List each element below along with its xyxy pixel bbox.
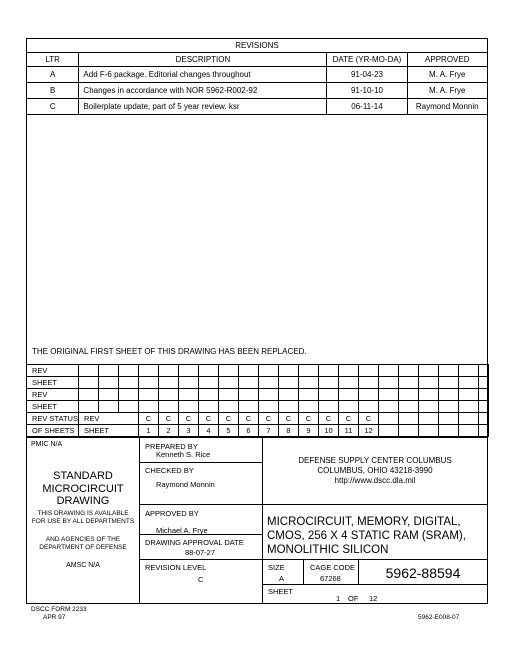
- form-date: APR 97: [43, 614, 66, 621]
- empty-grid-cell: [459, 425, 479, 437]
- empty-grid-cell: [179, 377, 199, 389]
- drawing-title: MICROCIRCUIT, MEMORY, DIGITAL, CMOS, 256 X 4 STATIC RAM (SRAM), MONOLITHIC SILICON: [267, 516, 466, 556]
- empty-grid-cell: [359, 401, 379, 413]
- empty-grid-cell: [459, 377, 479, 389]
- rev-status-cell: C: [339, 413, 359, 425]
- revision-ltr: B: [27, 83, 79, 99]
- revision-desc: Changes in accordance with NOR 5962-R002-92: [79, 83, 327, 99]
- cage-label: CAGE CODE: [310, 563, 356, 572]
- empty-grid-cell: [459, 413, 479, 425]
- empty-grid-cell: [319, 365, 339, 377]
- empty-grid-cell: [179, 401, 199, 413]
- form-number: DSCC FORM 2233: [31, 606, 87, 613]
- empty-grid-cell: [79, 389, 99, 401]
- empty-grid-cell: [139, 365, 159, 377]
- revision-ltr: A: [27, 67, 79, 83]
- sheet-number-cell: 9: [299, 425, 319, 437]
- rev-sub-label: REV: [79, 413, 139, 425]
- standard-drawing-title: STANDARD MICROCIRCUIT DRAWING: [42, 470, 124, 507]
- empty-grid-cell: [219, 389, 239, 401]
- revision-level-value: C: [198, 575, 204, 584]
- approved-by-label: APPROVED BY: [145, 509, 199, 518]
- revision-row: [27, 99, 488, 115]
- empty-grid-cell: [319, 401, 339, 413]
- empty-grid-cell: [199, 401, 219, 413]
- col-approved-header: APPROVED: [407, 53, 487, 67]
- approval-date-label: DRAWING APPROVAL DATE: [145, 538, 244, 547]
- empty-grid-cell: [399, 365, 419, 377]
- prepared-by-label: PREPARED BY: [145, 442, 198, 451]
- empty-grid-cell: [239, 389, 259, 401]
- empty-grid-cell: [419, 401, 439, 413]
- empty-grid-cell: [99, 389, 119, 401]
- empty-grid-cell: [379, 389, 399, 401]
- status-row-label: REV: [27, 365, 79, 377]
- empty-grid-cell: [119, 389, 139, 401]
- checked-by-label: CHECKED BY: [145, 466, 194, 475]
- empty-grid-cell: [419, 389, 439, 401]
- sheet-number-cell: 1: [139, 425, 159, 437]
- rev-status-cell: C: [199, 413, 219, 425]
- amsc-label: AMSC N/A: [66, 562, 100, 569]
- empty-grid-cell: [379, 413, 399, 425]
- empty-grid-cell: [259, 365, 279, 377]
- empty-grid-cell: [399, 401, 419, 413]
- empty-grid-cell: [299, 401, 319, 413]
- empty-grid-cell: [419, 365, 439, 377]
- prepared-by-name: Kenneth S. Rice: [156, 450, 211, 459]
- revision-row: [27, 67, 488, 83]
- revision-approved: Raymond Monnin: [407, 99, 487, 115]
- size-label: SIZE: [268, 563, 285, 572]
- empty-grid-cell: [299, 389, 319, 401]
- empty-grid-cell: [299, 377, 319, 389]
- empty-grid-cell: [139, 401, 159, 413]
- approved-by-name: Michael A. Frye: [156, 526, 208, 535]
- revision-date: 91-10-10: [327, 83, 407, 99]
- revision-level-label: REVISION LEVEL: [145, 563, 207, 572]
- empty-grid-cell: [279, 365, 299, 377]
- sheet-total: 12: [369, 594, 378, 603]
- empty-grid-cell: [439, 425, 459, 437]
- revision-ltr: C: [27, 99, 79, 115]
- empty-grid-cell: [439, 413, 459, 425]
- empty-grid-cell: [359, 377, 379, 389]
- sheet-sub-label: SHEET: [79, 425, 139, 437]
- empty-grid-cell: [479, 377, 489, 389]
- empty-grid-cell: [419, 425, 439, 437]
- empty-grid-cell: [319, 377, 339, 389]
- empty-grid-cell: [119, 377, 139, 389]
- empty-grid-cell: [259, 401, 279, 413]
- empty-grid-cell: [479, 425, 489, 437]
- empty-grid-cell: [379, 401, 399, 413]
- status-grid-row: [27, 413, 489, 425]
- status-grid-row: [27, 365, 489, 377]
- rev-status-cell: C: [299, 413, 319, 425]
- empty-grid-cell: [139, 389, 159, 401]
- doc-code: 5962-E008-07: [418, 614, 460, 621]
- empty-grid-cell: [99, 401, 119, 413]
- dwg-number: 5962-88594: [385, 565, 461, 581]
- empty-grid-cell: [439, 401, 459, 413]
- status-row-label: REV: [27, 389, 79, 401]
- revision-date: 91-04-23: [327, 67, 407, 83]
- empty-grid-cell: [479, 401, 489, 413]
- empty-grid-cell: [179, 365, 199, 377]
- empty-grid-cell: [399, 413, 419, 425]
- rev-status-cell: C: [359, 413, 379, 425]
- sheet-label: SHEET: [268, 587, 294, 596]
- sheet-number-cell: 12: [359, 425, 379, 437]
- empty-grid-cell: [279, 401, 299, 413]
- empty-grid-cell: [339, 377, 359, 389]
- revisions-title: REVISIONS: [27, 39, 488, 53]
- empty-grid-cell: [119, 401, 139, 413]
- rev-status-cell: C: [259, 413, 279, 425]
- approval-date: 88-07-27: [185, 548, 216, 557]
- status-row-label: OF SHEETS: [27, 425, 79, 437]
- status-grid-row: [27, 425, 489, 437]
- sheet-number-cell: 2: [159, 425, 179, 437]
- empty-grid-cell: [439, 389, 459, 401]
- empty-grid-cell: [239, 401, 259, 413]
- sheet-status-grid: [26, 364, 489, 437]
- status-row-label: REV STATUS: [27, 413, 79, 425]
- empty-grid-cell: [319, 389, 339, 401]
- status-row-label: SHEET: [27, 377, 79, 389]
- empty-grid-cell: [179, 389, 199, 401]
- empty-grid-cell: [479, 389, 489, 401]
- empty-grid-cell: [379, 365, 399, 377]
- empty-grid-cell: [99, 377, 119, 389]
- empty-grid-cell: [199, 365, 219, 377]
- availability-note-2: AND AGENCIES OF THE DEPARTMENT OF DEFENSE: [39, 536, 127, 551]
- revision-approved: M. A. Frye: [407, 83, 487, 99]
- sheet-number-cell: 6: [239, 425, 259, 437]
- sheet-number-cell: 7: [259, 425, 279, 437]
- empty-grid-cell: [399, 377, 419, 389]
- empty-grid-cell: [339, 389, 359, 401]
- sheet-number-cell: 11: [339, 425, 359, 437]
- empty-grid-cell: [459, 365, 479, 377]
- revision-approved: M. A. Frye: [407, 67, 487, 83]
- empty-grid-cell: [339, 401, 359, 413]
- empty-grid-cell: [79, 365, 99, 377]
- rev-status-cell: C: [179, 413, 199, 425]
- empty-grid-cell: [159, 389, 179, 401]
- agency-name: DEFENSE SUPPLY CENTER COLUMBUS: [298, 456, 452, 465]
- empty-grid-cell: [299, 365, 319, 377]
- empty-grid-cell: [439, 365, 459, 377]
- empty-grid-cell: [399, 425, 419, 437]
- revision-desc: Add F-6 package. Editorial changes throughout: [79, 67, 327, 83]
- empty-grid-cell: [159, 377, 179, 389]
- empty-grid-cell: [139, 377, 159, 389]
- pmic-label: PMIC N/A: [31, 441, 63, 448]
- rev-status-cell: C: [139, 413, 159, 425]
- empty-grid-cell: [219, 401, 239, 413]
- empty-grid-cell: [279, 377, 299, 389]
- empty-grid-cell: [419, 413, 439, 425]
- sheet-of: OF: [348, 594, 359, 603]
- empty-grid-cell: [259, 389, 279, 401]
- empty-grid-cell: [119, 365, 139, 377]
- empty-grid-cell: [459, 401, 479, 413]
- agency-url: http://www.dscc.dla.mil: [334, 476, 416, 485]
- replaced-note: THE ORIGINAL FIRST SHEET OF THIS DRAWING HAS BEEN REPLACED.: [32, 347, 307, 356]
- empty-grid-cell: [259, 377, 279, 389]
- cage-value: 67268: [320, 574, 341, 583]
- empty-grid-cell: [159, 401, 179, 413]
- empty-grid-cell: [199, 377, 219, 389]
- status-grid-row: [27, 377, 489, 389]
- agency-address: COLUMBUS, OHIO 43218-3990: [317, 466, 433, 475]
- availability-note-1: THIS DRAWING IS AVAILABLE FOR USE BY ALL DEPARTMENTS: [31, 510, 135, 525]
- empty-grid-cell: [479, 365, 489, 377]
- rev-status-cell: C: [319, 413, 339, 425]
- empty-grid-cell: [359, 365, 379, 377]
- empty-grid-cell: [79, 401, 99, 413]
- size-value: A: [279, 574, 285, 583]
- sheet-number: 1: [336, 594, 341, 603]
- empty-grid-cell: [379, 425, 399, 437]
- empty-grid-cell: [219, 365, 239, 377]
- sheet-number-cell: 8: [279, 425, 299, 437]
- sheet-number-cell: 3: [179, 425, 199, 437]
- rev-status-cell: C: [219, 413, 239, 425]
- sheet-number-cell: 10: [319, 425, 339, 437]
- empty-grid-cell: [79, 377, 99, 389]
- empty-grid-cell: [439, 377, 459, 389]
- empty-grid-cell: [239, 377, 259, 389]
- revision-desc: Boilerplate update, part of 5 year review. ksr: [79, 99, 327, 115]
- col-ltr-header: LTR: [27, 53, 79, 67]
- sheet-number-cell: 5: [219, 425, 239, 437]
- empty-grid-cell: [99, 365, 119, 377]
- rev-status-cell: C: [159, 413, 179, 425]
- empty-grid-cell: [159, 365, 179, 377]
- rev-status-cell: C: [239, 413, 259, 425]
- status-grid-row: [27, 389, 489, 401]
- empty-grid-cell: [459, 389, 479, 401]
- empty-grid-cell: [279, 389, 299, 401]
- col-date-header: DATE (YR-MO-DA): [327, 53, 407, 67]
- sheet-number-cell: 4: [199, 425, 219, 437]
- status-row-label: SHEET: [27, 401, 79, 413]
- empty-grid-cell: [399, 389, 419, 401]
- empty-grid-cell: [239, 365, 259, 377]
- empty-grid-cell: [359, 389, 379, 401]
- empty-grid-cell: [419, 377, 439, 389]
- empty-grid-cell: [379, 377, 399, 389]
- empty-grid-cell: [479, 413, 489, 425]
- empty-grid-cell: [199, 389, 219, 401]
- status-grid-row: [27, 401, 489, 413]
- checked-by-name: Raymond Monnin: [156, 480, 215, 489]
- col-description-header: DESCRIPTION: [79, 53, 327, 67]
- empty-grid-cell: [339, 365, 359, 377]
- revision-row: [27, 83, 488, 99]
- rev-status-cell: C: [279, 413, 299, 425]
- revisions-table: [26, 38, 488, 115]
- revision-date: 06-11-14: [327, 99, 407, 115]
- empty-grid-cell: [219, 377, 239, 389]
